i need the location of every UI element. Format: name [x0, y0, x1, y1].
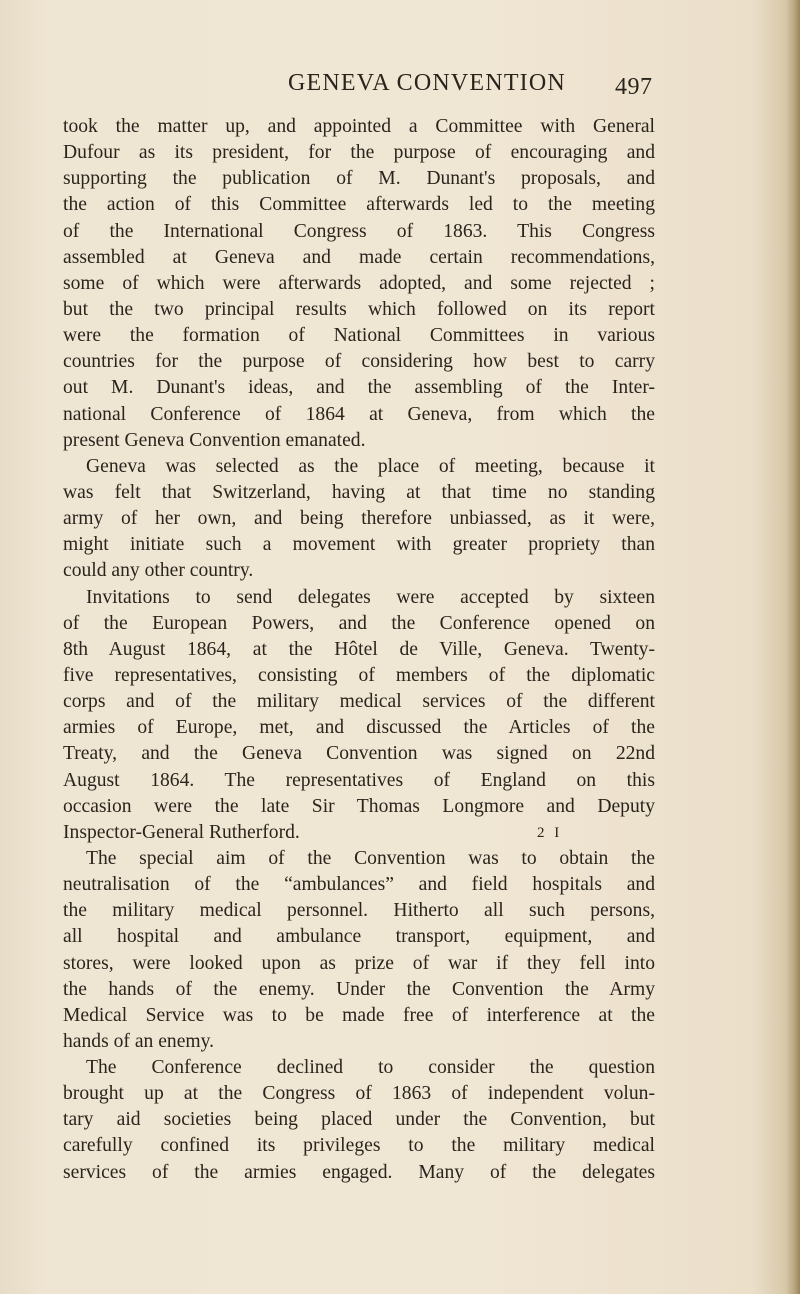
text-line: August 1864. The representatives of England on this — [63, 769, 655, 791]
text-line: all hospital and ambulance transport, equipment, and — [63, 926, 655, 948]
text-line: countries for the purpose of considering how best to carry — [63, 351, 655, 373]
text-line: supporting the publication of M. Dunant's proposals, and — [63, 168, 655, 190]
text-line: stores, were looked upon as prize of war if they fell into — [63, 952, 655, 974]
text-line: five representatives, consisting of members of the diplomatic — [63, 664, 655, 686]
text-line: but the two principal results which followed on its report — [63, 298, 655, 320]
text-line: tary aid societies being placed under the Convention, but — [63, 1109, 655, 1131]
text-line: services of the armies engaged. Many of the delegates — [63, 1161, 655, 1183]
page-number: 497 — [615, 74, 653, 100]
text-line: Treaty, and the Geneva Convention was signed on 22nd — [63, 743, 655, 765]
text-line: The Conference declined to consider the question — [86, 1057, 655, 1079]
text-line: 8th August 1864, at the Hôtel de Ville, Geneva. Twenty- — [63, 638, 655, 660]
text-line: Dufour as its president, for the purpose of encouraging and — [63, 142, 655, 164]
body-text — [63, 114, 655, 1186]
text-line: of the European Powers, and the Conference opened on — [63, 612, 655, 634]
text-line: neutralisation of the “ambulances” and field hospitals and — [63, 874, 655, 896]
text-line: Inspector-General Rutherford. — [63, 821, 300, 843]
page-edge-shadow — [786, 0, 800, 1294]
text-line: corps and of the military medical services of the different — [63, 691, 655, 713]
text-line: Invitations to send delegates were accepted by sixteen — [86, 586, 655, 608]
text-line: out M. Dunant's ideas, and the assembling of the Inter- — [63, 377, 655, 399]
text-line: The special aim of the Convention was to obtain the — [86, 847, 655, 869]
text-line: Geneva was selected as the place of meeting, because it — [86, 455, 655, 477]
text-line: the hands of the enemy. Under the Convention the Army — [63, 978, 655, 1000]
running-head-title: GENEVA CONVENTION — [288, 70, 566, 96]
text-line: the military medical personnel. Hitherto all such persons, — [63, 900, 655, 922]
running-head — [0, 70, 800, 106]
text-line: was felt that Switzerland, having at that time no standing — [63, 481, 655, 503]
text-line: Medical Service was to be made free of interference at the — [63, 1004, 655, 1026]
text-line: of the International Congress of 1863. This Congress — [63, 220, 655, 242]
text-line: brought up at the Congress of 1863 of independent volun- — [63, 1083, 655, 1105]
text-line: were the formation of National Committees in various — [63, 325, 655, 347]
text-line: national Conference of 1864 at Geneva, from which the — [63, 403, 655, 425]
text-line: occasion were the late Sir Thomas Longmore and Deputy — [63, 795, 655, 817]
text-line: carefully confined its privileges to the military medical — [63, 1135, 655, 1157]
text-line: army of her own, and being therefore unbiassed, as it were, — [63, 508, 655, 530]
text-line: armies of Europe, met, and discussed the Articles of the — [63, 717, 655, 739]
text-line: some of which were afterwards adopted, and some rejected ; — [63, 272, 655, 294]
text-line: present Geneva Convention emanated. — [63, 429, 366, 451]
text-line: hands of an enemy. — [63, 1030, 215, 1052]
text-line: the action of this Committee afterwards led to the meeting — [63, 194, 655, 216]
text-line: assembled at Geneva and made certain recommendations, — [63, 246, 655, 268]
signature-mark: 2 I — [537, 825, 563, 841]
text-line: could any other country. — [63, 560, 254, 582]
text-line: might initiate such a movement with greater propriety than — [63, 534, 655, 556]
text-line: took the matter up, and appointed a Committee with General — [63, 116, 655, 137]
